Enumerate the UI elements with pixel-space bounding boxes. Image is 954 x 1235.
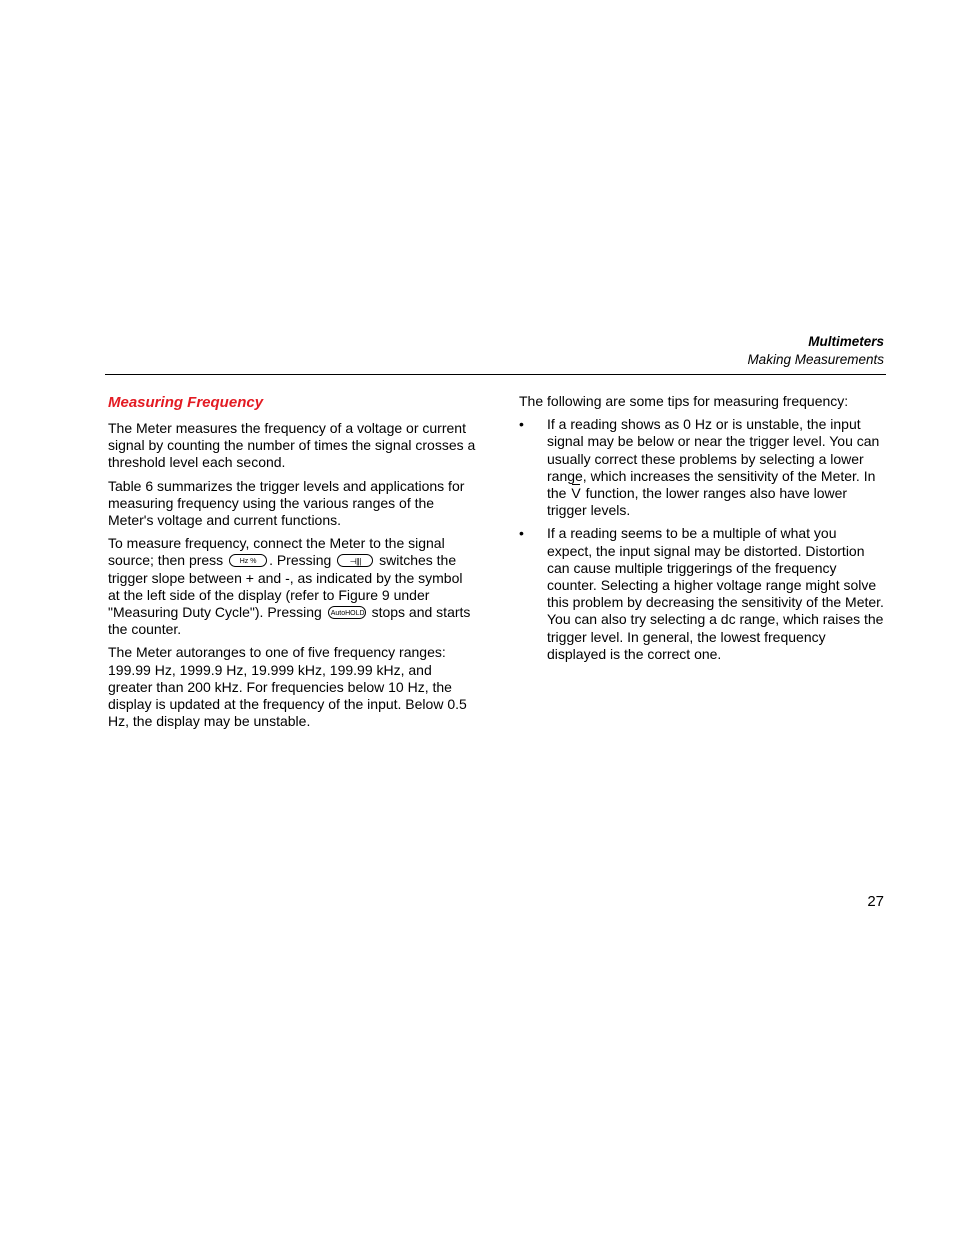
tips-intro: The following are some tips for measuring frequency: <box>519 393 849 409</box>
procedure-text-4: stops and starts the counter. <box>108 604 471 638</box>
section-heading: Measuring Frequency <box>108 394 264 411</box>
procedure-text-2: . Pressing <box>269 552 336 569</box>
left-column <box>108 393 476 736</box>
procedure-text-1: To measure frequency, connect the Meter to the signal source; then press <box>108 535 445 569</box>
chapter-title: Multimeters <box>808 334 884 349</box>
running-head <box>747 333 884 369</box>
tip-text-2: If a reading seems to be a multiple of what you expect, the input signal may be distorted. Distortion can cause multiple triggerings of the frequency counter. Selecting a higher voltage range might solve this problem by decreasing the sensitivity of the Meter. You can also try selecting a dc range, which raises the trigger level. In general, the lowest frequency displayed is the correct one. <box>547 525 884 662</box>
paragraph-table-reference: Table 6 summarizes the trigger levels and applications for measuring frequency using the various ranges of the Meter's voltage and current functions. <box>108 477 465 529</box>
bullet-icon: • <box>519 416 524 433</box>
paragraph-procedure <box>108 535 476 638</box>
list-item <box>519 416 885 519</box>
autohold-key-icon: AutoHOLD <box>328 606 366 619</box>
paragraph-intro: The Meter measures the frequency of a voltage or current signal by counting the number of times the signal crosses a threshold level each second. <box>108 420 476 471</box>
tips-list <box>519 416 885 663</box>
paragraph-ranges: The Meter autoranges to one of five frequency ranges: 199.99 Hz, 1999.9 Hz, 19.999 kHz, 199.99 kHz, and greater than 200 kHz. For frequencies below 10 Hz, the display is updated at the frequency of the input. Below 0.5 Hz, the display may be unstable. <box>108 644 467 730</box>
ac-volts-symbol-letter: V <box>571 485 581 502</box>
tip-text-1b: function, the lower ranges also have lower trigger levels. <box>547 485 848 519</box>
header-rule <box>105 374 886 375</box>
page-number: 27 <box>867 893 884 910</box>
ac-volts-symbol-bar <box>572 484 579 485</box>
bullet-icon: • <box>519 525 524 542</box>
section-title: Making Measurements <box>747 352 884 367</box>
ac-volts-symbol-icon <box>571 485 580 502</box>
hz-key-icon: Hz % <box>229 554 267 567</box>
procedure-text-3: switches the trigger slope between + and -, as indicated by the symbol at the left side of the display (refer to Figure 9 under "Measuring Duty Cycle"). Pressing <box>108 552 463 621</box>
right-column <box>519 393 885 669</box>
list-item <box>519 525 885 663</box>
tip-text-1: If a reading shows as 0 Hz or is unstable, the input signal may be below or near the trigger level. You can usually correct these problems by selecting a lower range, which increases the sensitivity of the Meter. In the <box>547 416 880 502</box>
trigger-key-icon: ⊣||| <box>337 554 373 567</box>
